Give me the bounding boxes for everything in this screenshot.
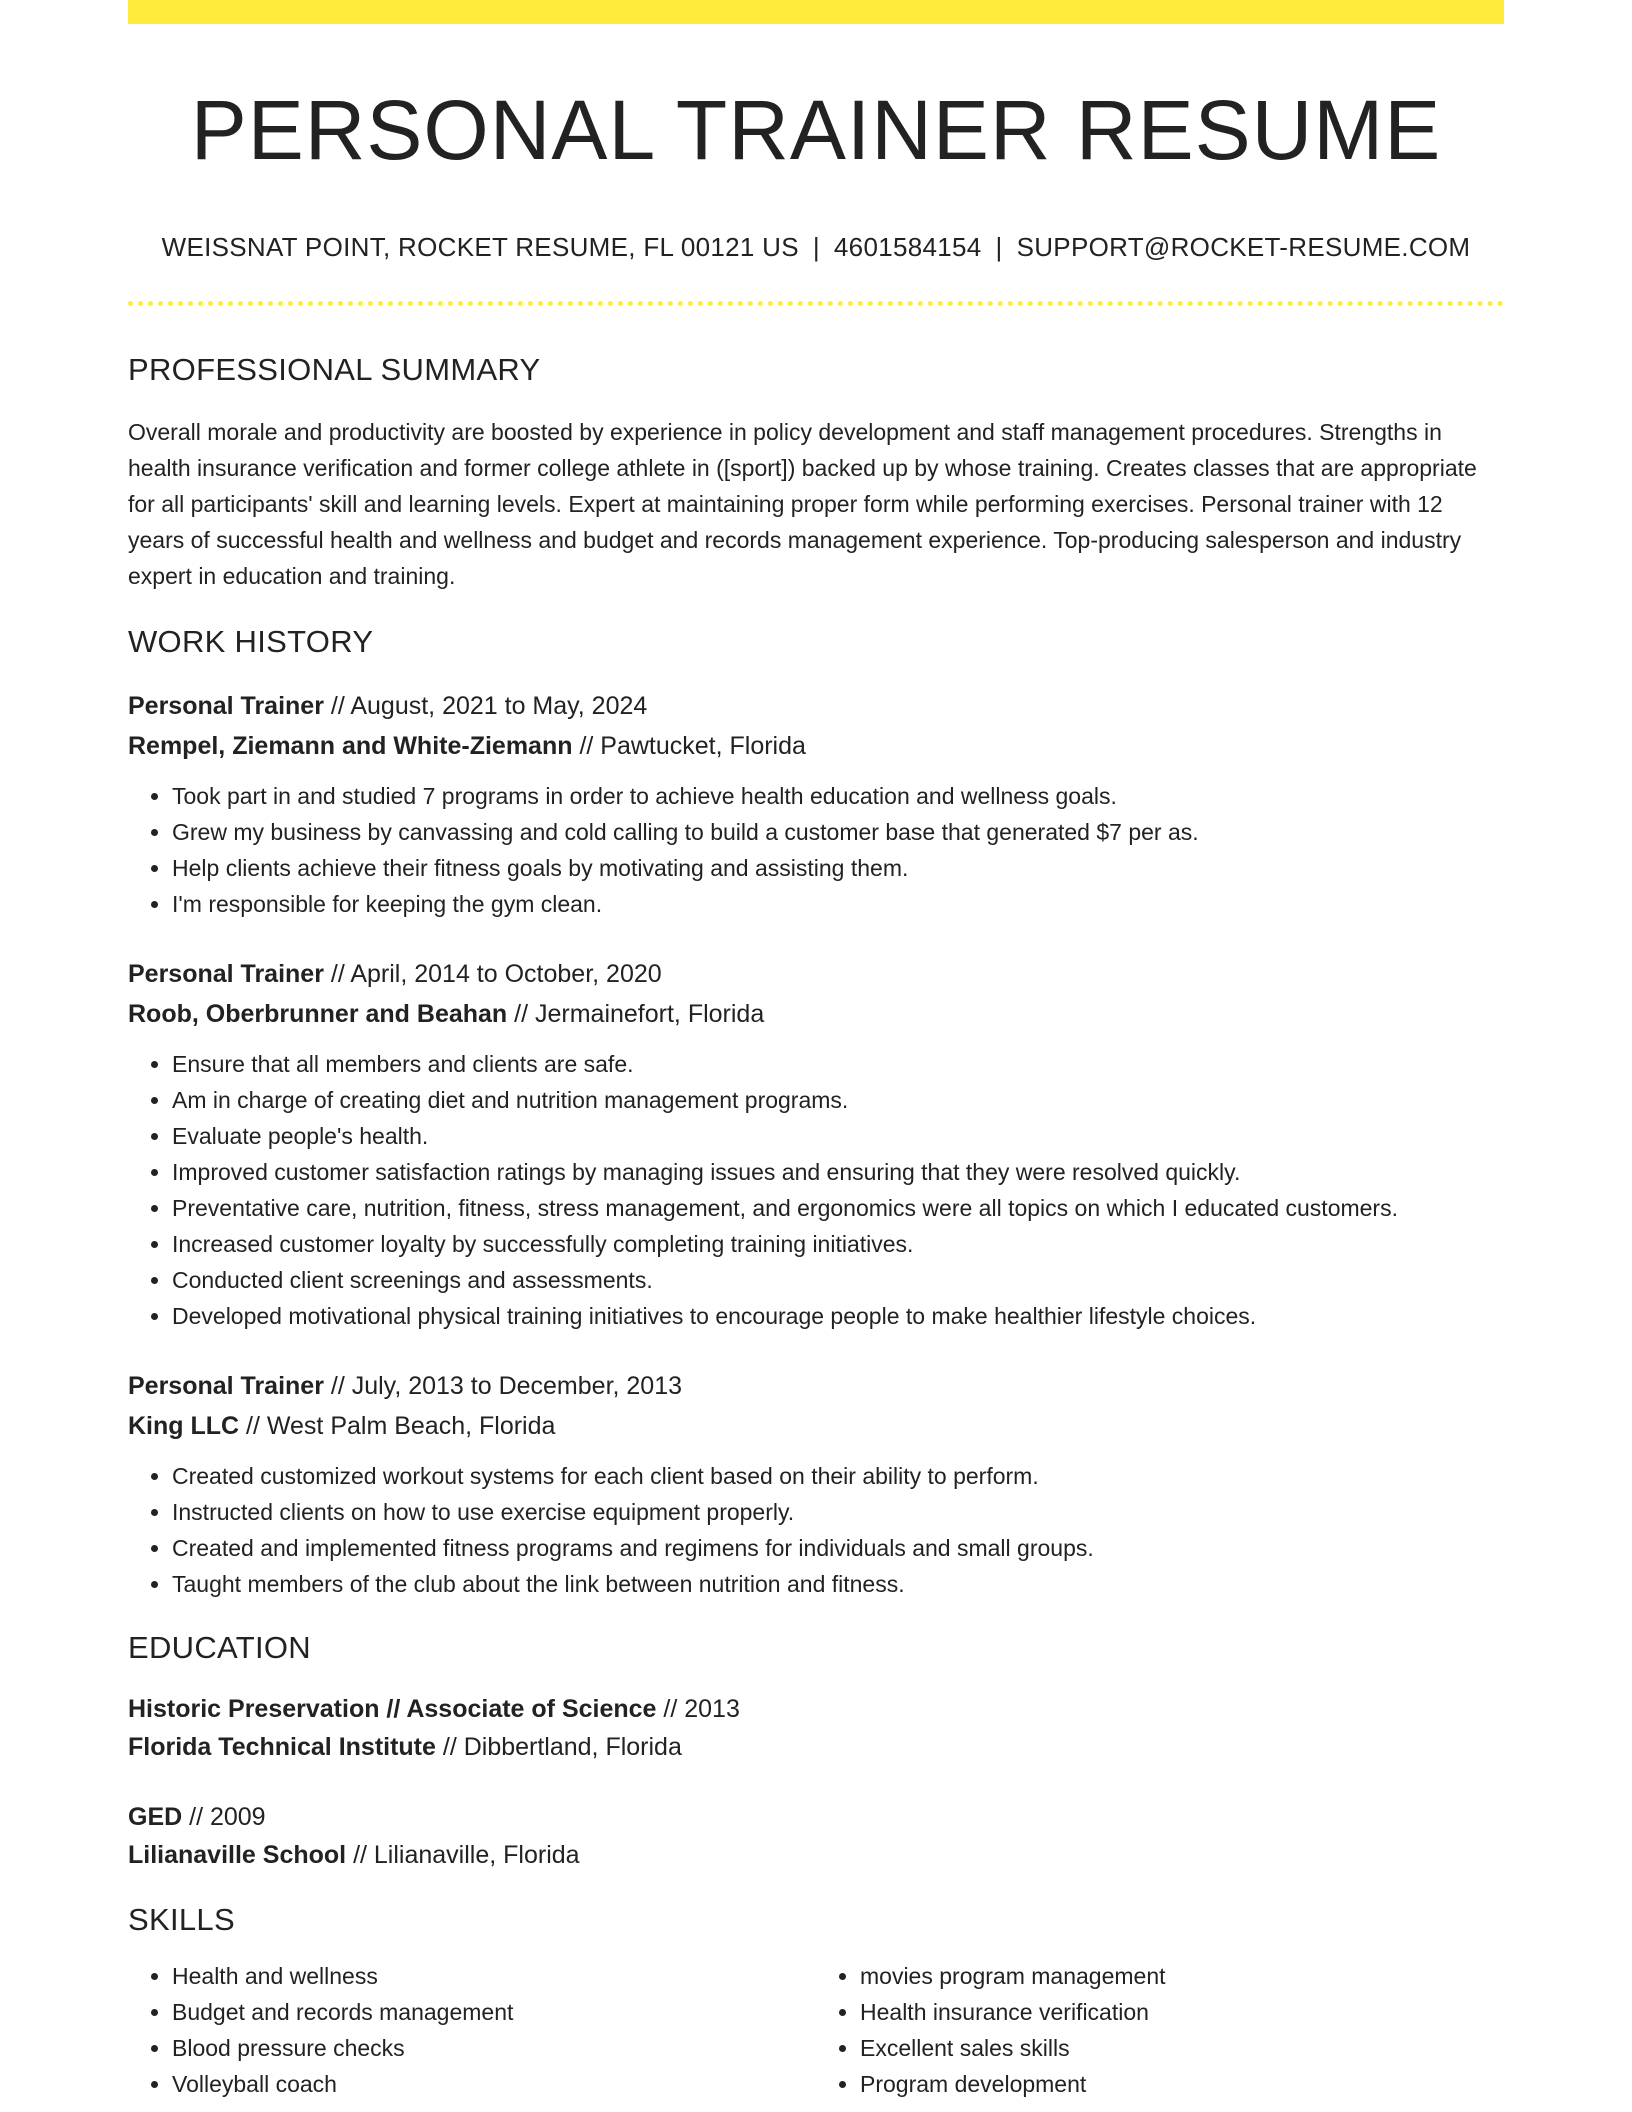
education-degree: Historic Preservation // Associate of Science [128, 1695, 657, 1724]
list-item: • Grew my business by canvassing and cold calling to build a customer base that generated $7 per as. [172, 814, 1504, 850]
dotted-divider [128, 301, 1504, 306]
list-item: • Help clients achieve their fitness goals by motivating and assisting them. [172, 850, 1504, 886]
job-dates: // August, 2021 to May, 2024 [323, 692, 648, 721]
job-bullets [128, 1458, 1504, 1602]
job-entry [128, 1366, 1504, 1602]
job-role: Personal Trainer [128, 692, 324, 721]
job-company: King LLC [128, 1412, 240, 1441]
education-location: // Dibbertland, Florida [435, 1733, 682, 1762]
work-history-heading: WORK HISTORY [128, 624, 374, 660]
job-location: // Pawtucket, Florida [572, 732, 806, 761]
education-degree: GED [128, 1803, 183, 1832]
address: WEISSNAT POINT, ROCKET RESUME, FL 00121 US [161, 232, 799, 263]
resume-title: PERSONAL TRAINER RESUME [190, 83, 1442, 177]
education-degree-line [128, 1798, 1504, 1836]
list-item: • Blood pressure checks [172, 2030, 816, 2066]
job-company: Roob, Oberbrunner and Beahan [128, 1000, 508, 1029]
education-year: // 2013 [656, 1695, 740, 1724]
list-item: • Volleyball coach [172, 2066, 816, 2102]
education-school-line [128, 1836, 1504, 1874]
contact-line [128, 232, 1504, 263]
email: SUPPORT@ROCKET-RESUME.COM [1016, 232, 1471, 263]
list-item: • Am in charge of creating diet and nutrition management programs. [172, 1082, 1504, 1118]
list-item: • Conducted client screenings and assessments. [172, 1262, 1504, 1298]
job-bullets [128, 778, 1504, 922]
job-bullets [128, 1046, 1504, 1334]
skills-column-right [816, 1958, 1504, 2102]
skills-grid [128, 1958, 1504, 2102]
job-company-line [128, 726, 1504, 766]
education-degree-line [128, 1690, 1504, 1728]
list-item: • Instructed clients on how to use exercise equipment properly. [172, 1494, 1504, 1530]
list-item: • Created and implemented fitness programs and regimens for individuals and small groups. [172, 1530, 1504, 1566]
summary-heading: PROFESSIONAL SUMMARY [128, 352, 541, 388]
list-item: • Health insurance verification [860, 1994, 1504, 2030]
list-item: • Improved customer satisfaction ratings by managing issues and ensuring that they were resolved quickly. [172, 1154, 1504, 1190]
skills-heading: SKILLS [128, 1902, 235, 1938]
job-entry [128, 954, 1504, 1334]
job-dates: // July, 2013 to December, 2013 [323, 1372, 683, 1401]
list-item: • Took part in and studied 7 programs in order to achieve health education and wellness goals. [172, 778, 1504, 814]
education-year: // 2009 [182, 1803, 266, 1832]
list-item: • Evaluate people's health. [172, 1118, 1504, 1154]
list-item: • Excellent sales skills [860, 2030, 1504, 2066]
job-entry [128, 686, 1504, 922]
list-item: • Ensure that all members and clients are safe. [172, 1046, 1504, 1082]
job-company-line [128, 994, 1504, 1034]
education-location: // Lilianaville, Florida [346, 1841, 580, 1870]
phone: 4601584154 [833, 232, 982, 263]
job-title-line [128, 686, 1504, 726]
summary-text: Overall morale and productivity are boosted by experience in policy development and staff management procedures. Strengths in health insurance verification and former college athlete in ([sport]) backed up by whose training. Creates classes that are appropriate for all participants' skill and learning levels. Expert at maintaining proper form while performing exercises. Personal trainer with 12 years of successful health and wellness and budget and records management experience. Top-producing salesperson and industry expert in education and training. [128, 419, 1477, 590]
list-item: • Preventative care, nutrition, fitness, stress management, and ergonomics were all topics on which I educated customers. [172, 1190, 1504, 1226]
list-item: • Taught members of the club about the link between nutrition and fitness. [172, 1566, 1504, 1602]
job-location: // Jermainefort, Florida [507, 1000, 765, 1029]
accent-top-bar [128, 0, 1504, 24]
skills-column-left [128, 1958, 816, 2102]
job-title-line [128, 1366, 1504, 1406]
resume-page [128, 0, 1504, 2102]
list-item: • movies program management [860, 1958, 1504, 1994]
education-entry [128, 1798, 1504, 1874]
education-school-line [128, 1728, 1504, 1766]
job-role: Personal Trainer [128, 960, 324, 989]
job-location: // West Palm Beach, Florida [239, 1412, 556, 1441]
list-item: • Health and wellness [172, 1958, 816, 1994]
list-item: • I'm responsible for keeping the gym clean. [172, 886, 1504, 922]
education-school: Lilianaville School [128, 1841, 347, 1870]
education-heading: EDUCATION [128, 1630, 311, 1666]
list-item: • Budget and records management [172, 1994, 816, 2030]
job-company: Rempel, Ziemann and White-Ziemann [128, 732, 573, 761]
list-item: • Program development [860, 2066, 1504, 2102]
education-entry [128, 1690, 1504, 1766]
job-role: Personal Trainer [128, 1372, 324, 1401]
contact-separator: | [995, 232, 1003, 263]
education-school: Florida Technical Institute [128, 1733, 436, 1762]
contact-separator: | [812, 232, 820, 263]
job-title-line [128, 954, 1504, 994]
list-item: • Created customized workout systems for each client based on their ability to perform. [172, 1458, 1504, 1494]
job-dates: // April, 2014 to October, 2020 [323, 960, 662, 989]
list-item: • Increased customer loyalty by successfully completing training initiatives. [172, 1226, 1504, 1262]
list-item: • Developed motivational physical training initiatives to encourage people to make healthier lifestyle choices. [172, 1298, 1504, 1334]
job-company-line [128, 1406, 1504, 1446]
